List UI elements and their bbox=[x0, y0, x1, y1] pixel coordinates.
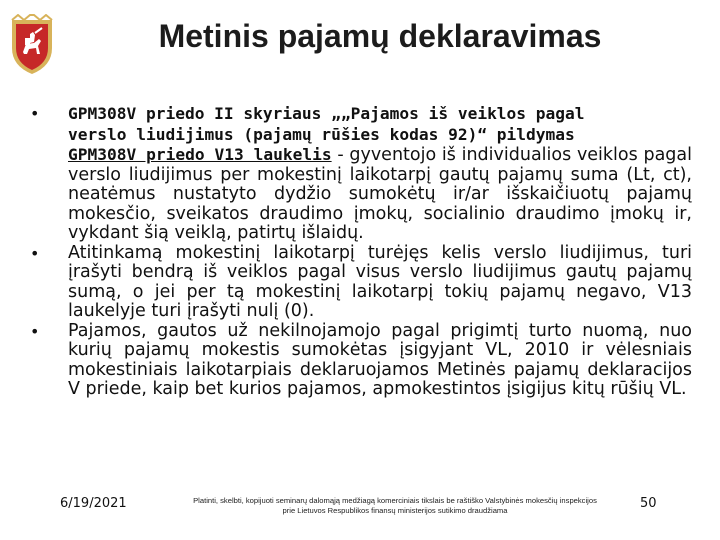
page-title: Metinis pajamų deklaravimas bbox=[158, 18, 602, 54]
bullet-item bbox=[28, 104, 692, 244]
bullet-item bbox=[28, 322, 692, 400]
bullet-dot-icon: • bbox=[30, 321, 40, 341]
shield-icon bbox=[8, 14, 56, 76]
footer-date: 6/19/2021 bbox=[60, 496, 127, 511]
bullet-dot-icon: • bbox=[30, 243, 40, 263]
bullet-item bbox=[28, 244, 692, 322]
field-reference-link[interactable]: GPM308V priedo V13 laukelis bbox=[68, 145, 332, 164]
bullet-text: Pajamos, gautos už nekilnojamojo pagal prigimtį turto nuomą, nuo kurių pajamų mokestis sumokėtas įsigyjant VL, 2010 ir vėlesniais mokestiniais laikotarpiais deklaruojamos Metinės pajamų deklaracijos V priede, kaip bet kurios pajamos, apmokestintos įsigijus kitų rūšių VL. bbox=[68, 320, 692, 399]
bullet-dot-icon: • bbox=[30, 104, 40, 123]
footer-copyright-note: Platinti, skelbti, kopijuoti seminarų dalomąją medžiagą komerciniais tikslais be raštiško Valstybinės mokesčių inspekcijos prie Lietuvos Respublikos finansų ministerijos sutikimo draudžiama bbox=[193, 496, 597, 515]
bullet-heading-line2: verslo liudijimus (pajamų rūšies kodas 92)“ pildymas bbox=[68, 124, 575, 144]
bullet-list bbox=[28, 104, 692, 400]
bullet-heading-line1: GPM308V priedo II skyriaus „„Pajamos iš veiklos pagal bbox=[68, 104, 585, 123]
coat-of-arms-logo bbox=[8, 14, 56, 76]
page-number: 50 bbox=[640, 496, 657, 511]
bullet-body: - gyventojo iš individualios veiklos pagal verslo liudijimus per mokestinį laikotarpį gautų pajamų suma (Lt, ct), neatėmus nustatyto dydžio sumokėtų ir/ar išskaičiuotų pajamų mokesčio, sveikatos draudimo įmokų, socialinio draudimo įmokų ir, vykdant šią veiklą, patirtų išlaidų. bbox=[68, 145, 692, 243]
bullet-text: Atitinkamą mokestinį laikotarpį turėjęs kelis verslo liudijimus, turi įrašyti bendrą iš veiklos pagal visus verslo liudijimus gautų pajamų sumą, o jei per tą mokestinį laikotarpį tokių pajamų negavo, V13 laukelyje turi įrašyti nulį (0). bbox=[68, 242, 692, 321]
